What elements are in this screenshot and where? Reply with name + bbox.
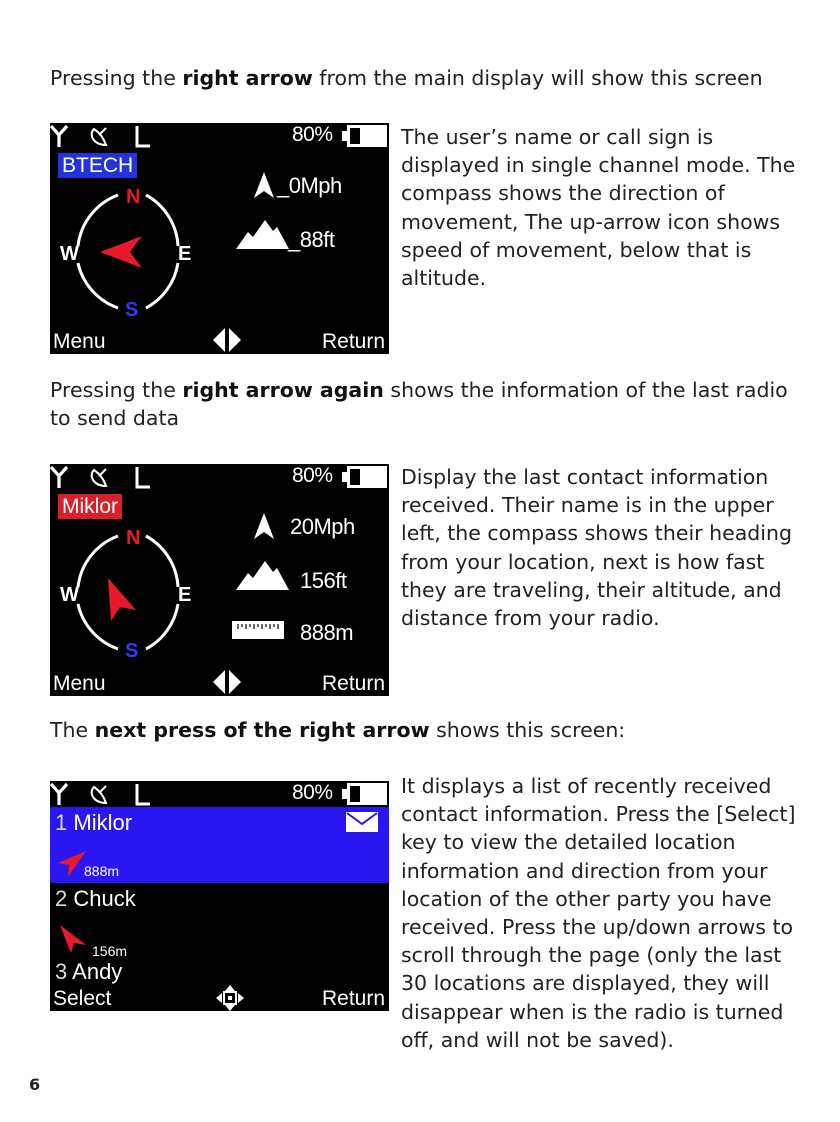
altitude-value: _88ft xyxy=(288,227,335,252)
battery-percent: 80% xyxy=(292,781,333,804)
status-icons xyxy=(50,464,170,490)
contact-3-name: 3 Andy xyxy=(55,959,123,984)
heading-arrow-icon xyxy=(100,236,142,268)
description-2: Display the last contact information received. Their name is in the upper left, the compass shows their heading from your location, next is how fast they are traveling, their altitude, and distance from your radio. xyxy=(401,465,792,631)
altitude-value: 156ft xyxy=(300,568,347,593)
intro1-bold: right arrow xyxy=(182,66,313,90)
distance-value: 888m xyxy=(300,620,354,645)
compass-e: E xyxy=(178,584,192,606)
contact-name-chip: Miklor xyxy=(58,494,122,519)
contact-1-distance: 888m xyxy=(84,863,120,879)
intro2-bold: right arrow again xyxy=(182,378,384,402)
compass xyxy=(50,514,230,664)
status-bar xyxy=(50,464,389,490)
gps-satellite-icon xyxy=(92,469,106,486)
intro1-post: from the main display will show this screen xyxy=(312,66,763,90)
contact-2-name: 2 Chuck xyxy=(55,886,136,911)
intro2-pre: Pressing the xyxy=(50,378,183,402)
intro-paragraph-1 xyxy=(50,64,810,92)
envelope-icon xyxy=(345,811,379,833)
compass-w: W xyxy=(60,584,79,606)
description-1: The user’s name or call sign is displayed in single channel mode. The compass shows the direction of movement, The up-arrow icon shows speed of movement, below that is altitude. xyxy=(401,125,796,291)
compass-n: N xyxy=(126,186,141,208)
compass-w: W xyxy=(60,243,79,265)
contact-2-distance: 156m xyxy=(92,943,128,959)
ruler-icon xyxy=(232,621,284,639)
lock-l-icon xyxy=(137,467,150,487)
mountain-icon xyxy=(236,559,290,591)
left-right-arrow-icon xyxy=(212,670,242,694)
heading-arrow-icon xyxy=(108,578,136,621)
return-softkey[interactable]: Return xyxy=(321,672,385,695)
intro3-post: shows this screen: xyxy=(429,718,626,742)
compass-s: S xyxy=(125,299,139,321)
page-number: 6 xyxy=(29,1075,41,1094)
menu-softkey[interactable]: Menu xyxy=(53,672,106,695)
dpad-icon xyxy=(216,985,244,1011)
screen-last-contact xyxy=(50,464,389,696)
lock-l-icon xyxy=(137,784,150,804)
return-softkey[interactable]: Return xyxy=(321,987,385,1010)
status-bar xyxy=(50,123,389,149)
battery-icon xyxy=(338,781,389,807)
left-right-arrow-icon xyxy=(212,328,242,352)
intro3-bold: next press of the right arrow xyxy=(94,718,430,742)
compass-e: E xyxy=(178,243,192,265)
speed-value: 20Mph xyxy=(290,514,355,539)
status-bar xyxy=(50,781,389,807)
status-icons xyxy=(50,781,170,807)
intro-paragraph-2 xyxy=(50,376,810,432)
description-3: It displays a list of recently received contact information. Press the [Select] key to view the detailed location information and direction from your location of the other party you have received. Press the up/down arrows to scroll through the page (only the last 30 locations are displayed, they will disappear when is the radio is turned off, and will not be saved). xyxy=(401,774,796,1052)
intro3-pre: The xyxy=(50,718,95,742)
lock-l-icon xyxy=(137,126,150,146)
menu-softkey[interactable]: Menu xyxy=(53,330,106,353)
up-arrow-icon xyxy=(253,170,275,200)
speed-value: _0Mph xyxy=(277,173,342,198)
gps-satellite-icon xyxy=(92,786,106,803)
screen-contact-list xyxy=(50,781,389,1011)
antenna-icon xyxy=(51,784,67,805)
mountain-icon xyxy=(236,218,290,250)
up-arrow-icon xyxy=(253,511,275,541)
softkey-bar xyxy=(50,983,389,1011)
battery-icon xyxy=(338,123,389,149)
battery-icon xyxy=(338,464,389,490)
softkey-bar xyxy=(50,326,389,354)
select-softkey[interactable]: Select xyxy=(53,987,112,1010)
intro2-post: shows the information of the last radio to send data xyxy=(50,378,788,430)
intro1-pre: Pressing the xyxy=(50,66,183,90)
contact-1-name: 1 Miklor xyxy=(55,810,133,835)
list-item[interactable] xyxy=(50,883,389,959)
list-item-selected[interactable] xyxy=(50,807,389,883)
compass xyxy=(50,173,230,323)
antenna-icon xyxy=(51,467,67,488)
compass-n: N xyxy=(126,527,141,549)
heading-arrow-icon xyxy=(58,923,88,955)
compass-s: S xyxy=(125,640,139,662)
battery-percent: 80% xyxy=(292,123,333,146)
battery-percent: 80% xyxy=(292,464,333,487)
intro-paragraph-3 xyxy=(50,716,810,744)
status-icons xyxy=(50,123,170,149)
antenna-icon xyxy=(51,126,67,147)
screen-single-channel xyxy=(50,123,389,354)
softkey-bar xyxy=(50,668,389,696)
user-name-chip: BTECH xyxy=(58,153,137,178)
return-softkey[interactable]: Return xyxy=(321,330,385,353)
gps-satellite-icon xyxy=(92,128,106,145)
